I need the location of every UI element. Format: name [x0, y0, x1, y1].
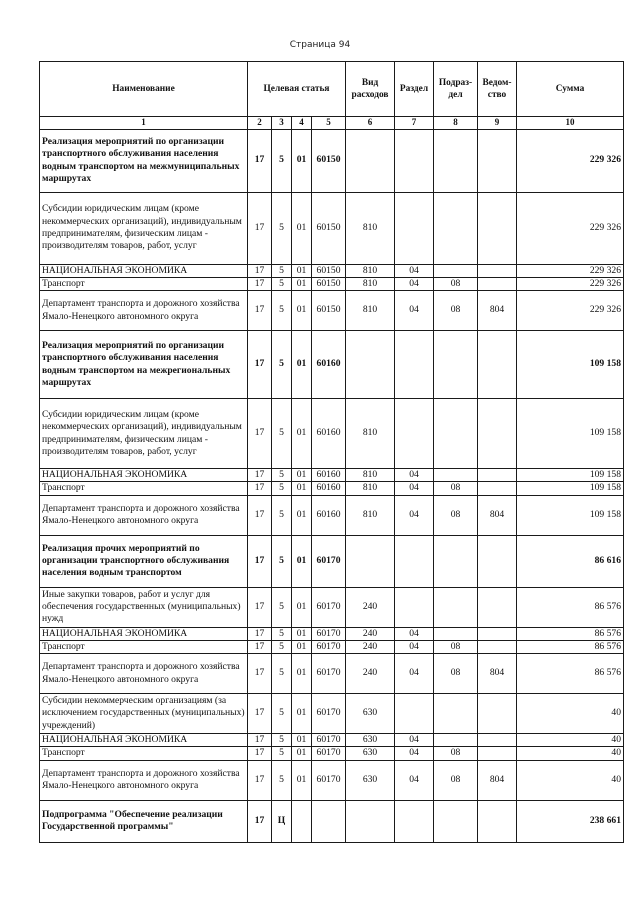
column-number-row [40, 117, 624, 130]
department-code [478, 587, 517, 627]
header-section: Раздел [395, 62, 434, 117]
department-code [478, 482, 517, 495]
target-code [312, 800, 346, 842]
subsection-code: 08 [434, 747, 478, 760]
expense-type: 240 [346, 627, 395, 640]
target-program: 17 [248, 399, 272, 469]
target-code: 60170 [312, 654, 346, 694]
amount: 229 326 [517, 277, 624, 290]
amount: 40 [517, 734, 624, 747]
amount: 109 158 [517, 495, 624, 535]
header-expense-type: Вид расходов [346, 62, 395, 117]
section-code: 04 [395, 747, 434, 760]
column-number: 7 [395, 117, 434, 130]
table-row [40, 331, 624, 399]
table-row [40, 694, 624, 734]
target-subprogram: 5 [272, 192, 292, 264]
table-row [40, 469, 624, 482]
subsection-code: 08 [434, 640, 478, 653]
target-subprogram: 5 [272, 747, 292, 760]
target-event: 01 [292, 291, 312, 331]
section-code: 04 [395, 264, 434, 277]
target-event: 01 [292, 734, 312, 747]
target-event: 01 [292, 129, 312, 192]
target-program: 17 [248, 495, 272, 535]
target-event: 01 [292, 495, 312, 535]
target-event: 01 [292, 482, 312, 495]
target-event: 01 [292, 277, 312, 290]
row-name: Транспорт [40, 277, 248, 290]
target-event: 01 [292, 654, 312, 694]
expense-type: 810 [346, 264, 395, 277]
table-row [40, 264, 624, 277]
table-row [40, 399, 624, 469]
target-program: 17 [248, 760, 272, 800]
department-code: 804 [478, 495, 517, 535]
target-code: 60160 [312, 482, 346, 495]
row-name: Транспорт [40, 640, 248, 653]
subsection-code: 08 [434, 277, 478, 290]
amount: 86 576 [517, 587, 624, 627]
subsection-code [434, 331, 478, 399]
subsection-code [434, 734, 478, 747]
row-name: Подпрограмма "Обеспечение реализации Государственной программы" [40, 800, 248, 842]
amount: 86 576 [517, 640, 624, 653]
section-code: 04 [395, 495, 434, 535]
target-code: 60170 [312, 640, 346, 653]
table-row [40, 535, 624, 587]
target-event: 01 [292, 192, 312, 264]
row-name: Иные закупки товаров, работ и услуг для обеспечения государственных (муниципальных) нужд [40, 587, 248, 627]
table-body [40, 129, 624, 842]
target-subprogram: 5 [272, 495, 292, 535]
expense-type: 810 [346, 469, 395, 482]
amount: 229 326 [517, 291, 624, 331]
section-code: 04 [395, 291, 434, 331]
table-row [40, 587, 624, 627]
amount: 40 [517, 747, 624, 760]
subsection-code [434, 469, 478, 482]
target-program: 17 [248, 469, 272, 482]
department-code [478, 747, 517, 760]
amount: 229 326 [517, 129, 624, 192]
department-code: 804 [478, 291, 517, 331]
expense-type: 630 [346, 694, 395, 734]
target-program: 17 [248, 192, 272, 264]
expense-type: 240 [346, 640, 395, 653]
section-code: 04 [395, 640, 434, 653]
target-program: 17 [248, 654, 272, 694]
target-subprogram: 5 [272, 469, 292, 482]
target-subprogram: 5 [272, 654, 292, 694]
target-program: 17 [248, 535, 272, 587]
row-name: Департамент транспорта и дорожного хозяйства Ямало-Ненецкого автономного округа [40, 760, 248, 800]
section-code: 04 [395, 760, 434, 800]
expense-type [346, 800, 395, 842]
subsection-code [434, 264, 478, 277]
amount: 86 576 [517, 654, 624, 694]
target-program: 17 [248, 264, 272, 277]
target-code: 60170 [312, 627, 346, 640]
target-program: 17 [248, 587, 272, 627]
subsection-code: 08 [434, 760, 478, 800]
table-row [40, 627, 624, 640]
budget-table [39, 61, 624, 843]
section-code [395, 535, 434, 587]
row-name: Департамент транспорта и дорожного хозяйства Ямало-Ненецкого автономного округа [40, 291, 248, 331]
department-code [478, 640, 517, 653]
row-name: Субсидии юридическим лицам (кроме некоммерческих организаций), индивидуальным предпринимателям, физическим лицам - производителям товаров, работ, услуг [40, 399, 248, 469]
target-code: 60150 [312, 291, 346, 331]
target-code: 60170 [312, 760, 346, 800]
expense-type: 240 [346, 654, 395, 694]
section-code [395, 331, 434, 399]
header-target: Целевая статья [248, 62, 346, 117]
target-code: 60170 [312, 747, 346, 760]
row-name: НАЦИОНАЛЬНАЯ ЭКОНОМИКА [40, 627, 248, 640]
section-code: 04 [395, 277, 434, 290]
table-row [40, 129, 624, 192]
target-code: 60170 [312, 587, 346, 627]
table-row [40, 495, 624, 535]
target-event: 01 [292, 627, 312, 640]
target-code: 60150 [312, 129, 346, 192]
expense-type: 810 [346, 192, 395, 264]
target-program: 17 [248, 800, 272, 842]
expense-type: 630 [346, 734, 395, 747]
subsection-code [434, 129, 478, 192]
target-event: 01 [292, 694, 312, 734]
amount: 238 661 [517, 800, 624, 842]
target-event: 01 [292, 331, 312, 399]
expense-type [346, 129, 395, 192]
section-code [395, 192, 434, 264]
table-row [40, 734, 624, 747]
expense-type: 630 [346, 747, 395, 760]
target-event: 01 [292, 535, 312, 587]
row-name: Субсидии некоммерческим организациям (за исключением государственных (муниципальных) учреждений) [40, 694, 248, 734]
expense-type: 810 [346, 291, 395, 331]
expense-type: 630 [346, 760, 395, 800]
target-event: 01 [292, 264, 312, 277]
header-row [40, 62, 624, 117]
subsection-code: 08 [434, 291, 478, 331]
column-number: 3 [272, 117, 292, 130]
section-code [395, 587, 434, 627]
amount: 109 158 [517, 482, 624, 495]
target-event: 01 [292, 747, 312, 760]
target-subprogram: 5 [272, 399, 292, 469]
subsection-code [434, 800, 478, 842]
subsection-code [434, 627, 478, 640]
target-subprogram: Ц [272, 800, 292, 842]
subsection-code: 08 [434, 495, 478, 535]
section-code: 04 [395, 469, 434, 482]
target-program: 17 [248, 747, 272, 760]
column-number: 6 [346, 117, 395, 130]
subsection-code: 08 [434, 482, 478, 495]
amount: 40 [517, 760, 624, 800]
department-code [478, 734, 517, 747]
section-code: 04 [395, 734, 434, 747]
table-row [40, 654, 624, 694]
target-event [292, 800, 312, 842]
row-name: Транспорт [40, 747, 248, 760]
column-number: 4 [292, 117, 312, 130]
section-code [395, 694, 434, 734]
row-name: Реализация мероприятий по организации транспортного обслуживания населения водным транспортом на межрегиональных маршрутах [40, 331, 248, 399]
expense-type: 810 [346, 482, 395, 495]
target-program: 17 [248, 627, 272, 640]
table-row [40, 760, 624, 800]
department-code [478, 331, 517, 399]
subsection-code [434, 192, 478, 264]
row-name: Транспорт [40, 482, 248, 495]
target-program: 17 [248, 482, 272, 495]
table-row [40, 192, 624, 264]
header-subsection: Подраз-дел [434, 62, 478, 117]
row-name: НАЦИОНАЛЬНАЯ ЭКОНОМИКА [40, 734, 248, 747]
header-department: Ведом-ство [478, 62, 517, 117]
amount: 229 326 [517, 192, 624, 264]
column-number: 2 [248, 117, 272, 130]
target-subprogram: 5 [272, 291, 292, 331]
department-code [478, 277, 517, 290]
section-code: 04 [395, 627, 434, 640]
header-amount: Сумма [517, 62, 624, 117]
amount: 86 616 [517, 535, 624, 587]
target-program: 17 [248, 291, 272, 331]
column-number: 5 [312, 117, 346, 130]
target-code: 60160 [312, 495, 346, 535]
target-program: 17 [248, 694, 272, 734]
department-code [478, 469, 517, 482]
header-name: Наименование [40, 62, 248, 117]
section-code: 04 [395, 482, 434, 495]
target-program: 17 [248, 129, 272, 192]
row-name: Субсидии юридическим лицам (кроме некоммерческих организаций), индивидуальным предпринимателям, физическим лицам - производителям товаров, работ, услуг [40, 192, 248, 264]
table-row [40, 747, 624, 760]
row-name: НАЦИОНАЛЬНАЯ ЭКОНОМИКА [40, 469, 248, 482]
target-subprogram: 5 [272, 627, 292, 640]
section-code [395, 399, 434, 469]
section-code [395, 129, 434, 192]
row-name: Реализация прочих мероприятий по организации транспортного обслуживания населения водным транспортом [40, 535, 248, 587]
subsection-code [434, 399, 478, 469]
subsection-code [434, 587, 478, 627]
column-number: 8 [434, 117, 478, 130]
target-program: 17 [248, 331, 272, 399]
target-program: 17 [248, 734, 272, 747]
row-name: НАЦИОНАЛЬНАЯ ЭКОНОМИКА [40, 264, 248, 277]
amount: 109 158 [517, 399, 624, 469]
department-code [478, 264, 517, 277]
column-number: 10 [517, 117, 624, 130]
target-subprogram: 5 [272, 482, 292, 495]
department-code [478, 800, 517, 842]
amount: 109 158 [517, 331, 624, 399]
department-code [478, 535, 517, 587]
table-row [40, 277, 624, 290]
expense-type: 810 [346, 495, 395, 535]
column-number: 1 [40, 117, 248, 130]
target-code: 60150 [312, 277, 346, 290]
target-code: 60160 [312, 469, 346, 482]
department-code [478, 627, 517, 640]
target-code: 60170 [312, 535, 346, 587]
table-row [40, 640, 624, 653]
expense-type: 240 [346, 587, 395, 627]
target-subprogram: 5 [272, 264, 292, 277]
target-subprogram: 5 [272, 760, 292, 800]
target-event: 01 [292, 399, 312, 469]
amount: 86 576 [517, 627, 624, 640]
target-code: 60160 [312, 399, 346, 469]
section-code: 04 [395, 654, 434, 694]
column-number: 9 [478, 117, 517, 130]
expense-type: 810 [346, 399, 395, 469]
target-program: 17 [248, 640, 272, 653]
amount: 40 [517, 694, 624, 734]
department-code [478, 129, 517, 192]
target-event: 01 [292, 469, 312, 482]
section-code [395, 800, 434, 842]
expense-type: 810 [346, 277, 395, 290]
row-name: Департамент транспорта и дорожного хозяйства Ямало-Ненецкого автономного округа [40, 654, 248, 694]
target-event: 01 [292, 640, 312, 653]
expense-type [346, 535, 395, 587]
target-subprogram: 5 [272, 734, 292, 747]
department-code [478, 694, 517, 734]
page-label: Страница 94 [289, 40, 351, 50]
subsection-code [434, 535, 478, 587]
target-subprogram: 5 [272, 277, 292, 290]
target-event: 01 [292, 587, 312, 627]
department-code [478, 192, 517, 264]
target-subprogram: 5 [272, 694, 292, 734]
target-subprogram: 5 [272, 129, 292, 192]
target-code: 60170 [312, 694, 346, 734]
target-code: 60150 [312, 264, 346, 277]
target-subprogram: 5 [272, 640, 292, 653]
department-code: 804 [478, 760, 517, 800]
target-program: 17 [248, 277, 272, 290]
target-code: 60170 [312, 734, 346, 747]
expense-type [346, 331, 395, 399]
table-row [40, 800, 624, 842]
table-row [40, 291, 624, 331]
department-code: 804 [478, 654, 517, 694]
target-code: 60150 [312, 192, 346, 264]
subsection-code: 08 [434, 654, 478, 694]
target-code: 60160 [312, 331, 346, 399]
row-name: Департамент транспорта и дорожного хозяйства Ямало-Ненецкого автономного округа [40, 495, 248, 535]
amount: 109 158 [517, 469, 624, 482]
row-name: Реализация мероприятий по организации транспортного обслуживания населения водным транспортом на межмуниципальных маршрутах [40, 129, 248, 192]
amount: 229 326 [517, 264, 624, 277]
subsection-code [434, 694, 478, 734]
table-row [40, 482, 624, 495]
target-subprogram: 5 [272, 331, 292, 399]
department-code [478, 399, 517, 469]
target-event: 01 [292, 760, 312, 800]
target-subprogram: 5 [272, 535, 292, 587]
target-subprogram: 5 [272, 587, 292, 627]
